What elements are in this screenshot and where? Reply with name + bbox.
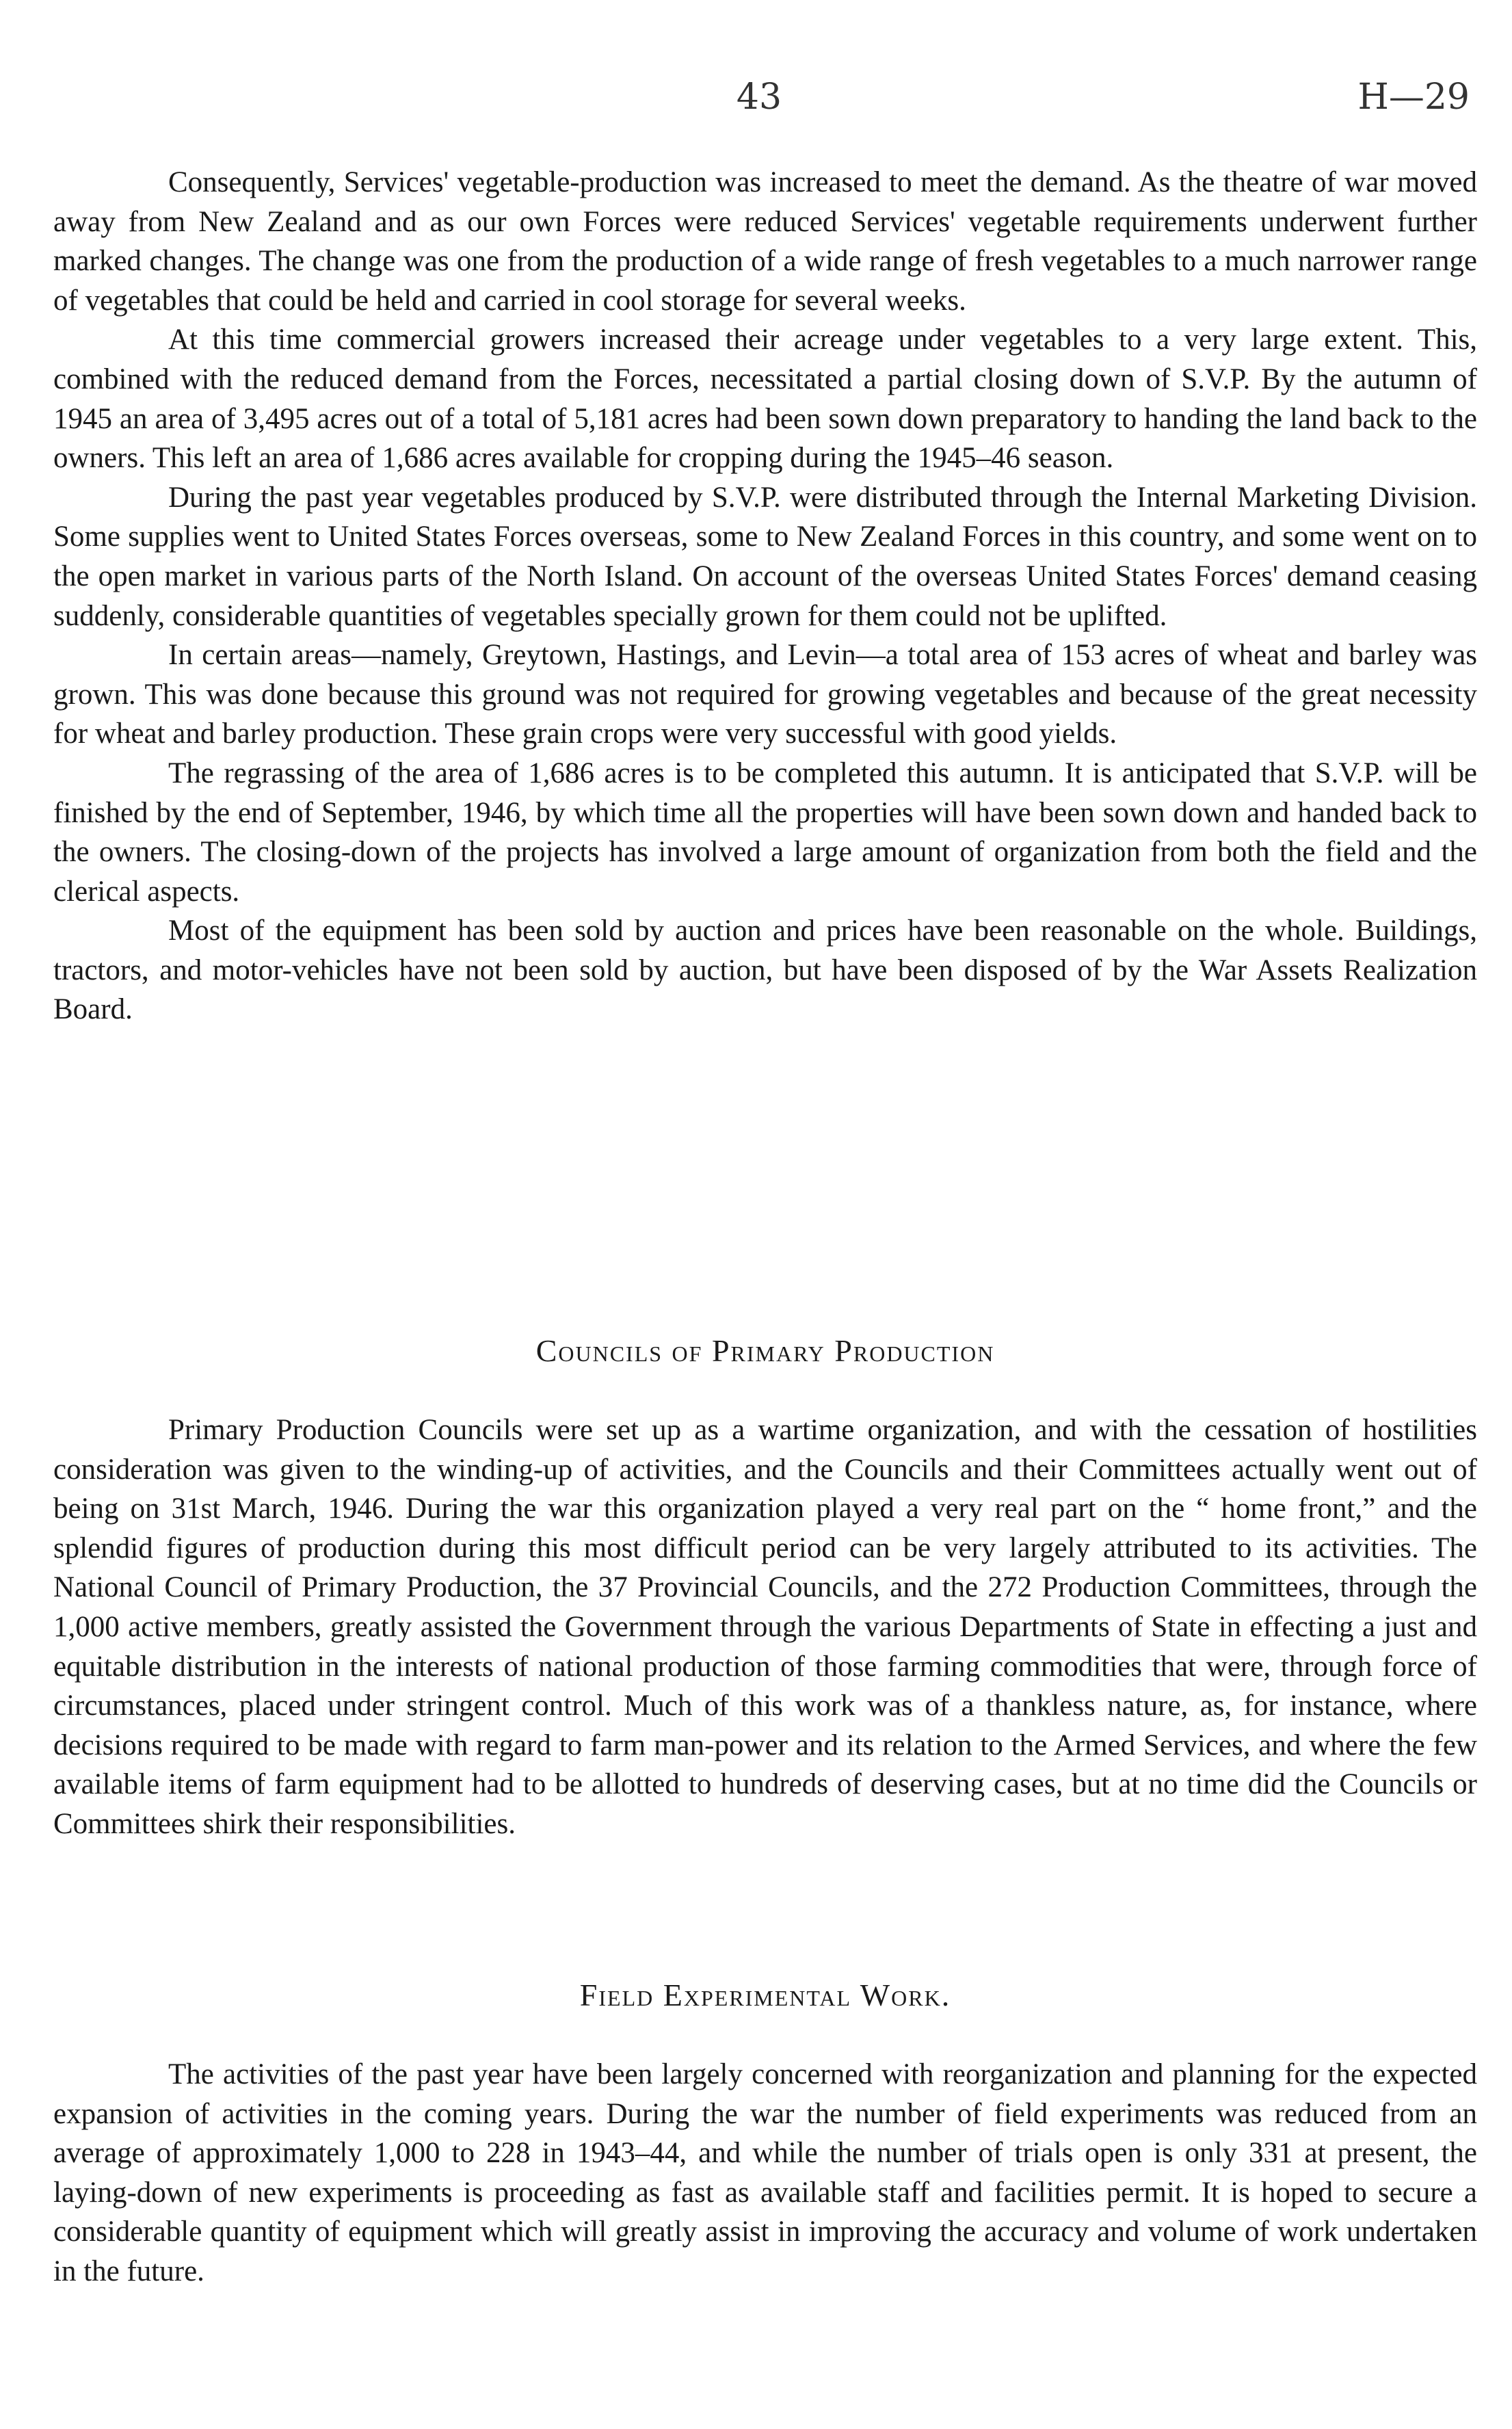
paragraph: Primary Production Councils were set up as a wartime organization, and with the cessation of hostilities consideration was given to the winding-up of activities, and the Councils and their Committees actually went out of being on 31st March, 1946. During the war this organization played a very real part on the “ home front,” and the splendid figures of production during this most difficult period can be very largely attributed to its activities. The National Council of Primary Production, the 37 Provincial Councils, and the 272 Production Committees, through the 1,000 active members, greatly assisted the Government through the various Departments of State in effecting a just and equitable distribution in the interests of national production of those farming commodities that were, through force of circumstances, placed under stringent control. Much of this work was of a thankless nature, as, for instance, where decisions required to be made with regard to farm man-power and its relation to the Armed Services, and where the few available items of farm equipment had to be allotted to hundreds of deserving cases, but at no time did the Councils or Committees shirk their responsibilities.	[53, 1414, 1477, 1840]
paragraph: During the past year vegetables produced by S.V.P. were distributed through the Internal Marketing Division. Some supplies went to United States Forces overseas, some to New Zealand Forces in this country, and some went on to the open market in various parts of the North Island. On account of the overseas United States Forces' demand ceasing suddenly, considerable quantities of vegetables specially grown for them could not be uplifted.	[53, 481, 1477, 632]
paragraph: In certain areas—namely, Greytown, Hastings, and Levin—a total area of 153 acres of wheat and barley was grown. This was done because this ground was not required for growing vegetables and because of the great necessity for wheat and barley production. These grain crops were very successful with good yields.	[53, 639, 1477, 750]
paragraph: The regrassing of the area of 1,686 acres is to be completed this autumn. It is anticipated that S.V.P. will be finished by the end of September, 1946, by which time all the properties will have been sown down and handed back to the owners. The closing-down of the projects has involved a large amount of organization from both the field and the clerical aspects.	[53, 757, 1477, 908]
paragraph: Consequently, Services' vegetable-production was increased to meet the demand. As the theatre of war moved away from New Zealand and as our own Forces were reduced Services' vegetable requirements underwent further marked changes. The change was one from the production of a wide range of fresh vegetables to a much narrower range of vegetables that could be held and carried in cool storage for several weeks.	[53, 166, 1477, 317]
paragraph: The activities of the past year have been largely concerned with reorganization and planning for the expected expansion of activities in the coming years. During the war the number of field experiments was reduced from an average of approximately 1,000 to 228 in 1943–44, and while the number of trials open is only 331 at present, the laying-down of new experiments is proceeding as fast as available staff and facilities permit. It is hoped to secure a considerable quantity of equipment which will greatly assist in improving the accuracy and volume of work undertaken in the future.	[53, 2058, 1477, 2287]
svp-section	[53, 163, 1477, 1029]
page-number: 43	[736, 77, 782, 118]
page-reference: H—29	[1357, 77, 1470, 118]
section-heading-councils: Councils of Primary Production	[535, 1333, 995, 1368]
paragraph: At this time commercial growers increased their acreage under vegetables to a very large extent. This, combined with the reduced demand from the Forces, necessitated a partial closing down of S.V.P. By the autumn of 1945 an area of 3,495 acres out of a total of 5,181 acres had been sown down preparatory to handing the land back to the owners. This left an area of 1,686 acres available for cropping during the 1945–46 season.	[53, 324, 1477, 475]
councils-section	[53, 1410, 1477, 1844]
field-experimental-section	[53, 2055, 1477, 2292]
section-heading-field-experimental: Field Experimental Work.	[579, 1978, 951, 2012]
paragraph: Most of the equipment has been sold by auction and prices have been reasonable on the whole. Buildings, tractors, and motor-vehicles have not been sold by auction, but have been disposed of by the War Assets Realization Board.	[53, 915, 1477, 1026]
